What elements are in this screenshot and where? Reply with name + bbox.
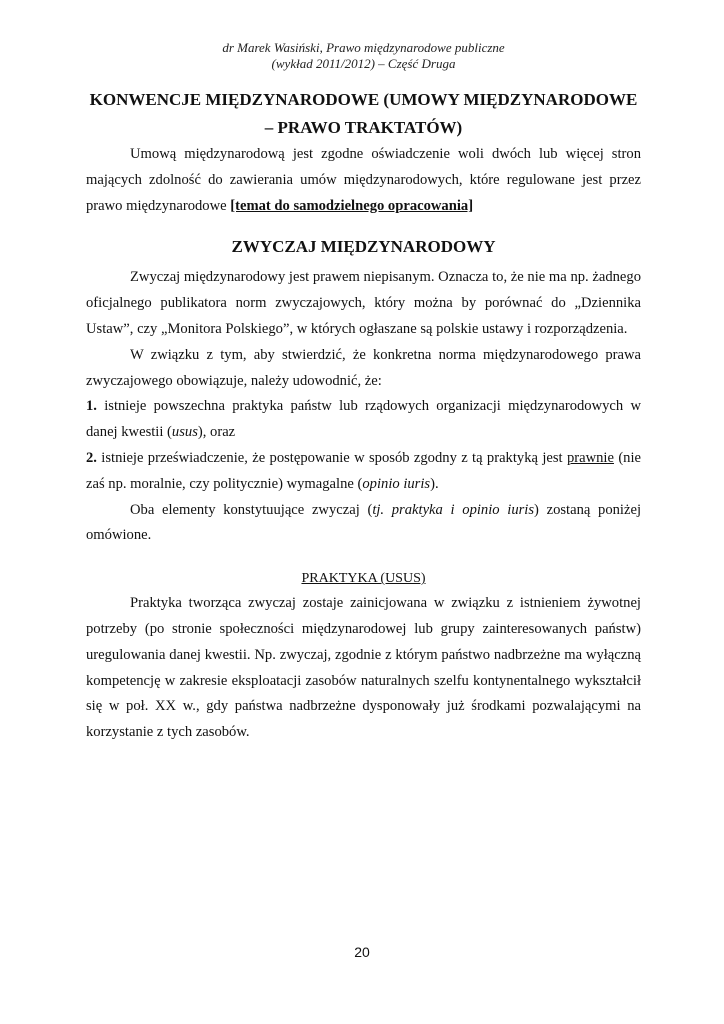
self-study-note: [temat do samodzielnego opracowania] bbox=[230, 197, 474, 214]
treaty-definition-text: Umową międzynarodową jest zgodne oświadczenie woli dwóch lub więcej stron mających zdolność do zawierania umów międzynarodowych, które regulowane jest przez prawo międzynarodowe bbox=[86, 146, 641, 214]
term-prawnie: prawnie bbox=[566, 449, 614, 466]
header-line-2: (wykład 2011/2012) – Część Druga bbox=[271, 56, 456, 71]
paragraph-custom-proof: W związku z tym, aby stwierdzić, że konkretna norma międzynarodowego prawa zwyczajowego obowiązuje, należy udowodnić, że: bbox=[86, 346, 641, 389]
section-title-line-1: KONWENCJE MIĘDZYNARODOWE (UMOWY MIĘDZYNARODOWE bbox=[89, 90, 638, 109]
subsection-title-practice: PRAKTYKA (USUS) bbox=[301, 571, 426, 587]
elements-italic: tj. praktyka i opinio iuris bbox=[372, 501, 535, 518]
list-number-2: 2. bbox=[86, 449, 97, 466]
paragraph-elements: Oba elementy konstytuujące zwyczaj (tj. praktyka i opinio iuris) zostaną poniżej omówione. bbox=[86, 501, 641, 544]
page-number: 20 bbox=[354, 944, 370, 960]
list-item-usus: 1. istnieje powszechna praktyka państw lub rządowych organizacji międzynarodowych w danej kwestii (usus), oraz bbox=[86, 398, 641, 441]
document-page bbox=[86, 40, 641, 746]
running-header bbox=[86, 40, 641, 72]
section-title-treaties bbox=[86, 86, 641, 142]
term-opinio-iuris: opinio iuris bbox=[362, 475, 431, 492]
paragraph-treaty-definition bbox=[86, 142, 641, 219]
term-usus: usus bbox=[171, 424, 198, 441]
paragraph-practice: Praktyka tworząca zwyczaj zostaje zainicjowana w związku z istnieniem żywotnej potrzeby (po stronie społeczności międzynarodowej lub grupy zainteresowanych państw) uregulowania danej kwestii. Np. zwyczaj, zgodnie z którym państwo nadbrzeżne ma wyłączną kompetencję w zakresie eksploatacji zasobów naturalnych szelfu kontynentalnego wykształcił się w poł. XX w., gdy państwa nadbrzeżne dysponowały już środkami pozwalającymi na korzystanie z tych zasobów. bbox=[86, 595, 641, 741]
paragraph-custom-unwritten: Zwyczaj międzynarodowy jest prawem niepisanym. Oznacza to, że nie ma np. żadnego oficjalnego publikatora norm zwyczajowych, który można by porównać do „Dziennika Ustaw”, czy „Monitora Polskiego”, w których ogłaszane są polskie ustawy i rozporządzenia. bbox=[86, 269, 641, 337]
header-line-1: dr Marek Wasiński, Prawo międzynarodowe publiczne bbox=[222, 40, 505, 55]
list-number-1: 1. bbox=[86, 398, 97, 415]
section-title-line-2: – PRAWO TRAKTATÓW) bbox=[264, 118, 463, 137]
section-title-custom: ZWYCZAJ MIĘDZYNARODOWY bbox=[231, 237, 496, 257]
list-item-opinio-iuris: 2. istnieje przeświadczenie, że postępowanie w sposób zgodny z tą praktyką jest prawnie (nie zaś np. moralnie, czy politycznie) wymagalne (opinio iuris). bbox=[86, 449, 642, 492]
